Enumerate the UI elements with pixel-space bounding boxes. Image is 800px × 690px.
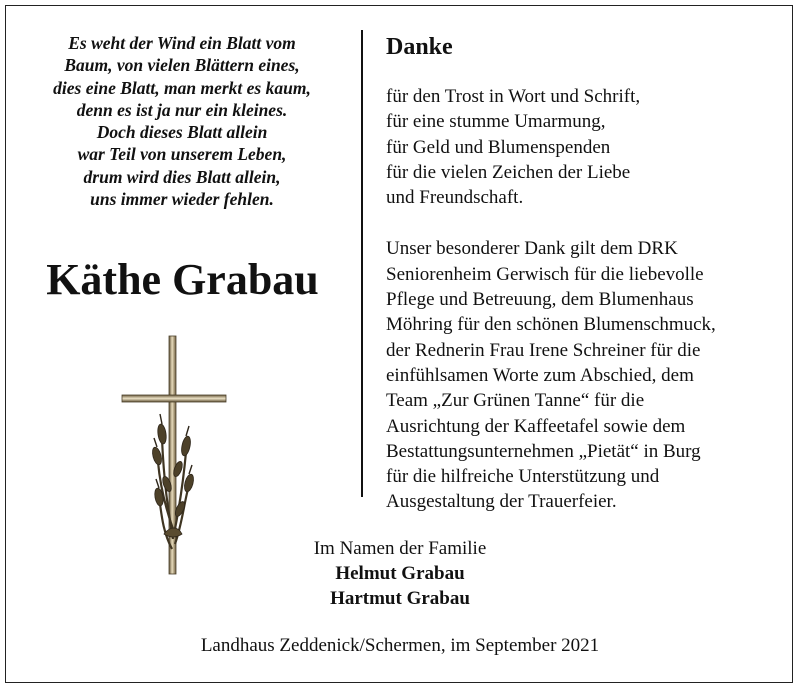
text-line: einfühlsamen Worte zum Abschied, dem xyxy=(386,364,694,386)
cross-with-wheat-icon xyxy=(118,334,230,578)
deceased-name: Käthe Grabau xyxy=(46,255,319,304)
text-line: Seniorenheim Gerwisch für die liebevolle xyxy=(386,263,704,285)
poem-line: uns immer wieder fehlen. xyxy=(90,189,274,210)
thanks-heading: Danke xyxy=(386,34,453,60)
text-line: für eine stumme Umarmung, xyxy=(386,111,606,133)
signature-intro: Im Namen der Familie xyxy=(313,538,487,559)
text-line: und Freundschaft. xyxy=(386,187,524,209)
poem-line: Doch dieses Blatt allein xyxy=(96,122,268,143)
text-line: Team „Zur Grünen Tanne“ für die xyxy=(386,390,645,412)
signature-name: Hartmut Grabau xyxy=(330,588,470,609)
text-line: Bestattungsunternehmen „Pietät“ in Burg xyxy=(386,440,701,462)
poem-line: drum wird dies Blatt allein, xyxy=(83,166,281,187)
place-and-date: Landhaus Zeddenick/Schermen, im September 2021 xyxy=(200,635,600,656)
poem xyxy=(22,32,342,210)
thanks-paragraph-2 xyxy=(386,236,781,514)
text-line: der Rednerin Frau Irene Schreiner für die xyxy=(386,339,701,361)
poem-line: Baum, von vielen Blättern eines, xyxy=(64,55,300,76)
signature-block xyxy=(220,536,580,611)
poem-line: Es weht der Wind ein Blatt vom xyxy=(68,33,296,53)
text-line: Ausgestaltung der Trauerfeier. xyxy=(386,491,617,513)
text-line: für Geld und Blumenspenden xyxy=(386,136,611,158)
signature-name: Helmut Grabau xyxy=(335,563,465,584)
text-line: Unser besonderer Dank gilt dem DRK xyxy=(386,238,678,260)
thanks-paragraph-1 xyxy=(386,84,781,210)
thanks-column xyxy=(386,30,781,515)
text-line: Pflege und Betreuung, dem Blumenhaus xyxy=(386,289,694,311)
text-line: für die vielen Zeichen der Liebe xyxy=(386,161,631,183)
text-line: für die hilfreiche Unterstützung und xyxy=(386,466,660,488)
text-line: Ausrichtung der Kaffeetafel sowie dem xyxy=(386,415,686,437)
column-divider xyxy=(361,30,363,497)
poem-line: dies eine Blatt, man merkt es kaum, xyxy=(53,77,311,98)
text-line: für den Trost in Wort und Schrift, xyxy=(386,86,641,107)
poem-line: denn es ist ja nur ein kleines. xyxy=(76,99,288,120)
poem-line: war Teil von unserem Leben, xyxy=(77,144,287,165)
text-line: Möhring für den schönen Blumenschmuck, xyxy=(386,314,716,336)
